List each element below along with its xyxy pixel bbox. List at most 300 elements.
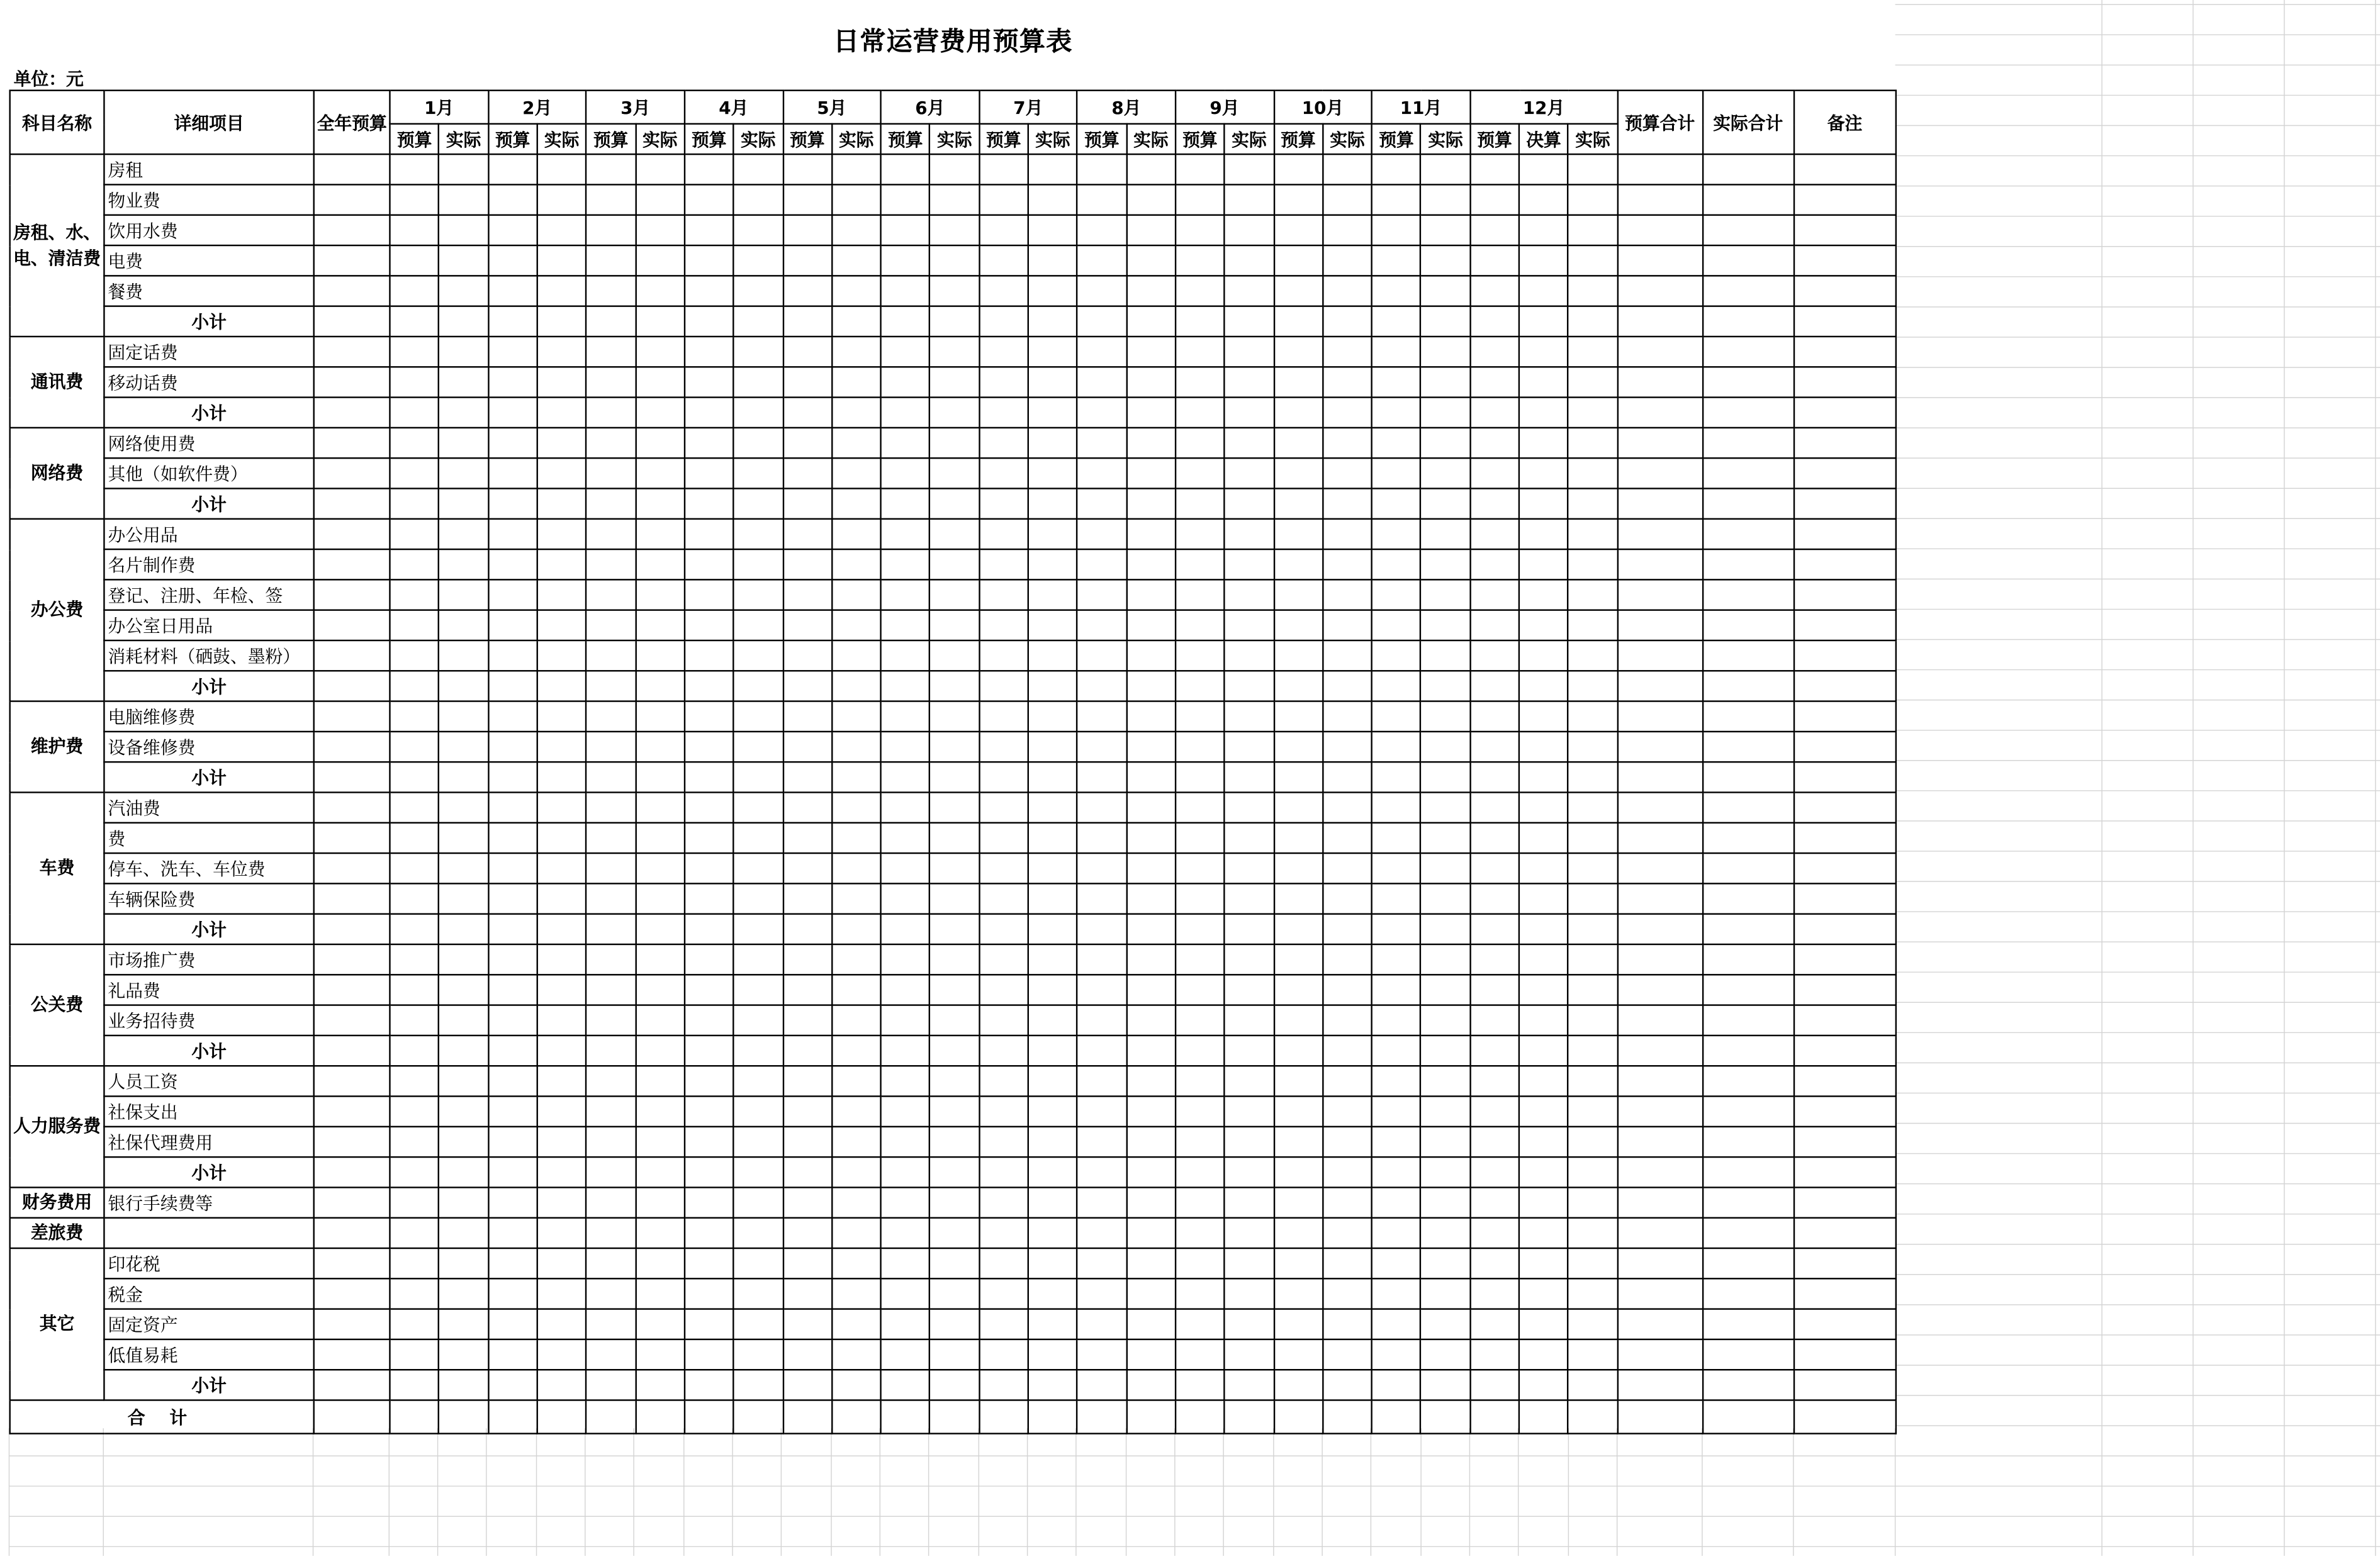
data-cell[interactable] <box>1519 1248 1568 1278</box>
data-cell[interactable] <box>832 762 881 792</box>
data-cell[interactable] <box>930 337 979 367</box>
data-cell[interactable] <box>1568 1127 1617 1157</box>
data-cell[interactable] <box>1568 792 1617 822</box>
data-cell[interactable] <box>439 914 488 944</box>
data-cell[interactable] <box>1519 914 1568 944</box>
data-cell[interactable] <box>881 245 930 276</box>
data-cell[interactable] <box>537 762 587 792</box>
data-cell[interactable] <box>685 944 734 975</box>
data-cell[interactable] <box>1323 762 1372 792</box>
data-cell[interactable] <box>930 154 979 184</box>
data-cell[interactable] <box>685 1127 734 1157</box>
data-cell[interactable] <box>881 1036 930 1066</box>
data-cell[interactable] <box>587 579 636 610</box>
data-cell[interactable] <box>1702 975 1793 1005</box>
data-cell[interactable] <box>1372 337 1421 367</box>
data-cell[interactable] <box>1126 1248 1176 1278</box>
data-cell[interactable] <box>1323 1005 1372 1036</box>
data-cell[interactable] <box>1372 823 1421 853</box>
data-cell[interactable] <box>390 1248 439 1278</box>
data-cell[interactable] <box>930 853 979 883</box>
data-cell[interactable] <box>1793 1370 1896 1400</box>
data-cell[interactable] <box>1617 1066 1702 1096</box>
data-cell[interactable] <box>314 1400 390 1434</box>
data-cell[interactable] <box>1470 1218 1519 1248</box>
data-cell[interactable] <box>587 823 636 853</box>
data-cell[interactable] <box>488 215 537 245</box>
data-cell[interactable] <box>1323 914 1372 944</box>
data-cell[interactable] <box>734 579 783 610</box>
data-cell[interactable] <box>1470 1127 1519 1157</box>
data-cell[interactable] <box>1176 184 1225 215</box>
data-cell[interactable] <box>390 1066 439 1096</box>
data-cell[interactable] <box>1702 671 1793 701</box>
data-cell[interactable] <box>314 1218 390 1248</box>
data-cell[interactable] <box>734 276 783 306</box>
data-cell[interactable] <box>1793 184 1896 215</box>
data-cell[interactable] <box>930 1036 979 1066</box>
data-cell[interactable] <box>1470 519 1519 549</box>
data-cell[interactable] <box>881 1309 930 1339</box>
data-cell[interactable] <box>930 398 979 428</box>
data-cell[interactable] <box>1617 1248 1702 1278</box>
data-cell[interactable] <box>587 1309 636 1339</box>
data-cell[interactable] <box>390 1036 439 1066</box>
data-cell[interactable] <box>636 792 685 822</box>
data-cell[interactable] <box>439 1278 488 1309</box>
data-cell[interactable] <box>1225 337 1274 367</box>
data-cell[interactable] <box>439 154 488 184</box>
data-cell[interactable] <box>685 1157 734 1187</box>
data-cell[interactable] <box>439 306 488 337</box>
data-cell[interactable] <box>979 853 1028 883</box>
data-cell[interactable] <box>587 732 636 762</box>
data-cell[interactable] <box>1617 610 1702 640</box>
data-cell[interactable] <box>1617 276 1702 306</box>
data-cell[interactable] <box>636 488 685 518</box>
data-cell[interactable] <box>1028 337 1077 367</box>
data-cell[interactable] <box>1702 488 1793 518</box>
data-cell[interactable] <box>734 154 783 184</box>
data-cell[interactable] <box>734 762 783 792</box>
data-cell[interactable] <box>930 519 979 549</box>
data-cell[interactable] <box>685 1309 734 1339</box>
data-cell[interactable] <box>881 1248 930 1278</box>
data-cell[interactable] <box>685 367 734 397</box>
data-cell[interactable] <box>783 944 832 975</box>
data-cell[interactable] <box>1793 276 1896 306</box>
data-cell[interactable] <box>930 914 979 944</box>
data-cell[interactable] <box>439 792 488 822</box>
data-cell[interactable] <box>1176 1005 1225 1036</box>
data-cell[interactable] <box>1126 1096 1176 1126</box>
data-cell[interactable] <box>636 883 685 914</box>
data-cell[interactable] <box>1274 944 1323 975</box>
data-cell[interactable] <box>1323 1187 1372 1217</box>
data-cell[interactable] <box>930 215 979 245</box>
data-cell[interactable] <box>832 732 881 762</box>
data-cell[interactable] <box>1077 823 1126 853</box>
data-cell[interactable] <box>930 671 979 701</box>
data-cell[interactable] <box>1225 428 1274 458</box>
data-cell[interactable] <box>1176 762 1225 792</box>
data-cell[interactable] <box>930 549 979 579</box>
data-cell[interactable] <box>1617 1005 1702 1036</box>
data-cell[interactable] <box>587 1370 636 1400</box>
data-cell[interactable] <box>832 306 881 337</box>
data-cell[interactable] <box>1568 1036 1617 1066</box>
data-cell[interactable] <box>537 245 587 276</box>
data-cell[interactable] <box>1028 1370 1077 1400</box>
data-cell[interactable] <box>1176 914 1225 944</box>
data-cell[interactable] <box>1176 1157 1225 1187</box>
data-cell[interactable] <box>881 306 930 337</box>
data-cell[interactable] <box>1421 1339 1470 1370</box>
data-cell[interactable] <box>979 823 1028 853</box>
data-cell[interactable] <box>881 1005 930 1036</box>
data-cell[interactable] <box>439 975 488 1005</box>
data-cell[interactable] <box>1176 792 1225 822</box>
data-cell[interactable] <box>314 1036 390 1066</box>
data-cell[interactable] <box>488 914 537 944</box>
data-cell[interactable] <box>1126 1218 1176 1248</box>
data-cell[interactable] <box>1028 671 1077 701</box>
data-cell[interactable] <box>1323 1066 1372 1096</box>
data-cell[interactable] <box>1274 458 1323 488</box>
data-cell[interactable] <box>1028 1309 1077 1339</box>
data-cell[interactable] <box>1274 1127 1323 1157</box>
data-cell[interactable] <box>1274 610 1323 640</box>
data-cell[interactable] <box>1323 1127 1372 1157</box>
data-cell[interactable] <box>1470 1309 1519 1339</box>
data-cell[interactable] <box>439 610 488 640</box>
data-cell[interactable] <box>930 1096 979 1126</box>
data-cell[interactable] <box>1077 488 1126 518</box>
data-cell[interactable] <box>1568 975 1617 1005</box>
data-cell[interactable] <box>832 1187 881 1217</box>
data-cell[interactable] <box>537 1066 587 1096</box>
data-cell[interactable] <box>636 519 685 549</box>
data-cell[interactable] <box>1372 398 1421 428</box>
data-cell[interactable] <box>488 1248 537 1278</box>
data-cell[interactable] <box>1126 1339 1176 1370</box>
data-cell[interactable] <box>783 549 832 579</box>
data-cell[interactable] <box>1274 762 1323 792</box>
data-cell[interactable] <box>930 732 979 762</box>
data-cell[interactable] <box>1421 1187 1470 1217</box>
data-cell[interactable] <box>979 184 1028 215</box>
data-cell[interactable] <box>1421 883 1470 914</box>
data-cell[interactable] <box>1225 367 1274 397</box>
data-cell[interactable] <box>587 245 636 276</box>
data-cell[interactable] <box>537 792 587 822</box>
data-cell[interactable] <box>1793 1036 1896 1066</box>
data-cell[interactable] <box>1028 640 1077 671</box>
data-cell[interactable] <box>1793 732 1896 762</box>
data-cell[interactable] <box>1519 610 1568 640</box>
data-cell[interactable] <box>1617 732 1702 762</box>
data-cell[interactable] <box>930 428 979 458</box>
data-cell[interactable] <box>1702 519 1793 549</box>
data-cell[interactable] <box>1470 1339 1519 1370</box>
data-cell[interactable] <box>1176 367 1225 397</box>
data-cell[interactable] <box>1470 610 1519 640</box>
data-cell[interactable] <box>1126 732 1176 762</box>
data-cell[interactable] <box>783 276 832 306</box>
data-cell[interactable] <box>1372 1370 1421 1400</box>
data-cell[interactable] <box>930 367 979 397</box>
data-cell[interactable] <box>1126 853 1176 883</box>
data-cell[interactable] <box>1702 1278 1793 1309</box>
data-cell[interactable] <box>587 762 636 792</box>
data-cell[interactable] <box>930 1066 979 1096</box>
data-cell[interactable] <box>1274 1157 1323 1187</box>
data-cell[interactable] <box>390 428 439 458</box>
data-cell[interactable] <box>1126 610 1176 640</box>
data-cell[interactable] <box>1176 944 1225 975</box>
data-cell[interactable] <box>1372 306 1421 337</box>
data-cell[interactable] <box>930 1370 979 1400</box>
data-cell[interactable] <box>636 428 685 458</box>
data-cell[interactable] <box>636 671 685 701</box>
data-cell[interactable] <box>1077 1096 1126 1126</box>
data-cell[interactable] <box>1225 823 1274 853</box>
detail-item-cell[interactable]: 办公室日用品 <box>104 610 313 640</box>
data-cell[interactable] <box>979 458 1028 488</box>
data-cell[interactable] <box>1372 1096 1421 1126</box>
data-cell[interactable] <box>537 640 587 671</box>
data-cell[interactable] <box>881 671 930 701</box>
data-cell[interactable] <box>1126 1066 1176 1096</box>
data-cell[interactable] <box>587 519 636 549</box>
data-cell[interactable] <box>1028 975 1077 1005</box>
data-cell[interactable] <box>979 398 1028 428</box>
data-cell[interactable] <box>1323 154 1372 184</box>
data-cell[interactable] <box>537 154 587 184</box>
data-cell[interactable] <box>488 184 537 215</box>
data-cell[interactable] <box>1323 337 1372 367</box>
data-cell[interactable] <box>930 458 979 488</box>
data-cell[interactable] <box>1028 579 1077 610</box>
data-cell[interactable] <box>783 853 832 883</box>
data-cell[interactable] <box>1519 1370 1568 1400</box>
data-cell[interactable] <box>314 610 390 640</box>
data-cell[interactable] <box>1323 1370 1372 1400</box>
data-cell[interactable] <box>1568 367 1617 397</box>
data-cell[interactable] <box>1176 398 1225 428</box>
data-cell[interactable] <box>881 549 930 579</box>
data-cell[interactable] <box>1568 701 1617 732</box>
data-cell[interactable] <box>1028 276 1077 306</box>
data-cell[interactable] <box>1028 792 1077 822</box>
data-cell[interactable] <box>1225 276 1274 306</box>
data-cell[interactable] <box>1077 1127 1126 1157</box>
data-cell[interactable] <box>1323 184 1372 215</box>
data-cell[interactable] <box>979 1096 1028 1126</box>
data-cell[interactable] <box>1126 276 1176 306</box>
data-cell[interactable] <box>1617 883 1702 914</box>
data-cell[interactable] <box>1519 1339 1568 1370</box>
data-cell[interactable] <box>1028 762 1077 792</box>
data-cell[interactable] <box>1793 1157 1896 1187</box>
data-cell[interactable] <box>783 579 832 610</box>
data-cell[interactable] <box>1617 1339 1702 1370</box>
data-cell[interactable] <box>881 579 930 610</box>
data-cell[interactable] <box>1421 519 1470 549</box>
data-cell[interactable] <box>1470 458 1519 488</box>
data-cell[interactable] <box>1617 1157 1702 1187</box>
data-cell[interactable] <box>1126 1005 1176 1036</box>
data-cell[interactable] <box>1793 458 1896 488</box>
data-cell[interactable] <box>1372 215 1421 245</box>
data-cell[interactable] <box>1126 458 1176 488</box>
data-cell[interactable] <box>488 701 537 732</box>
data-cell[interactable] <box>1028 1066 1077 1096</box>
data-cell[interactable] <box>587 1005 636 1036</box>
detail-item-cell[interactable]: 办公用品 <box>104 519 313 549</box>
data-cell[interactable] <box>1077 215 1126 245</box>
data-cell[interactable] <box>783 1005 832 1036</box>
data-cell[interactable] <box>685 1036 734 1066</box>
data-cell[interactable] <box>1225 154 1274 184</box>
data-cell[interactable] <box>1176 1127 1225 1157</box>
detail-item-cell[interactable]: 其他（如软件费） <box>104 458 313 488</box>
data-cell[interactable] <box>1077 1218 1126 1248</box>
data-cell[interactable] <box>636 1187 685 1217</box>
data-cell[interactable] <box>1793 549 1896 579</box>
data-cell[interactable] <box>1421 762 1470 792</box>
data-cell[interactable] <box>537 519 587 549</box>
data-cell[interactable] <box>1225 732 1274 762</box>
data-cell[interactable] <box>832 245 881 276</box>
data-cell[interactable] <box>1617 1309 1702 1339</box>
detail-item-cell[interactable]: 印花税 <box>104 1248 313 1278</box>
data-cell[interactable] <box>587 306 636 337</box>
data-cell[interactable] <box>1126 1278 1176 1309</box>
data-cell[interactable] <box>1568 1005 1617 1036</box>
data-cell[interactable] <box>1323 944 1372 975</box>
data-cell[interactable] <box>734 337 783 367</box>
data-cell[interactable] <box>832 1036 881 1066</box>
data-cell[interactable] <box>1126 519 1176 549</box>
data-cell[interactable] <box>1568 1370 1617 1400</box>
data-cell[interactable] <box>1126 883 1176 914</box>
data-cell[interactable] <box>537 1036 587 1066</box>
data-cell[interactable] <box>1372 1127 1421 1157</box>
data-cell[interactable] <box>587 671 636 701</box>
data-cell[interactable] <box>1421 1036 1470 1066</box>
data-cell[interactable] <box>1225 1005 1274 1036</box>
data-cell[interactable] <box>1568 914 1617 944</box>
data-cell[interactable] <box>1702 549 1793 579</box>
data-cell[interactable] <box>439 1370 488 1400</box>
data-cell[interactable] <box>636 914 685 944</box>
data-cell[interactable] <box>881 184 930 215</box>
data-cell[interactable] <box>1793 1005 1896 1036</box>
data-cell[interactable] <box>390 914 439 944</box>
data-cell[interactable] <box>1702 640 1793 671</box>
detail-item-cell[interactable]: 社保代理费用 <box>104 1127 313 1157</box>
data-cell[interactable] <box>1176 610 1225 640</box>
data-cell[interactable] <box>390 519 439 549</box>
data-cell[interactable] <box>1793 914 1896 944</box>
detail-item-cell[interactable]: 饮用水费 <box>104 215 313 245</box>
data-cell[interactable] <box>1028 428 1077 458</box>
data-cell[interactable] <box>488 579 537 610</box>
data-cell[interactable] <box>1568 215 1617 245</box>
data-cell[interactable] <box>930 823 979 853</box>
data-cell[interactable] <box>439 1127 488 1157</box>
data-cell[interactable] <box>1028 154 1077 184</box>
data-cell[interactable] <box>390 367 439 397</box>
data-cell[interactable] <box>636 1278 685 1309</box>
data-cell[interactable] <box>979 337 1028 367</box>
data-cell[interactable] <box>1702 1187 1793 1217</box>
data-cell[interactable] <box>1617 1218 1702 1248</box>
data-cell[interactable] <box>390 1218 439 1248</box>
data-cell[interactable] <box>1323 1339 1372 1370</box>
data-cell[interactable] <box>881 610 930 640</box>
data-cell[interactable] <box>1421 1127 1470 1157</box>
data-cell[interactable] <box>1519 701 1568 732</box>
data-cell[interactable] <box>314 215 390 245</box>
data-cell[interactable] <box>1470 428 1519 458</box>
data-cell[interactable] <box>881 488 930 518</box>
data-cell[interactable] <box>1077 732 1126 762</box>
data-cell[interactable] <box>1421 1248 1470 1278</box>
data-cell[interactable] <box>881 792 930 822</box>
data-cell[interactable] <box>439 1066 488 1096</box>
data-cell[interactable] <box>685 215 734 245</box>
data-cell[interactable] <box>1519 276 1568 306</box>
data-cell[interactable] <box>930 1005 979 1036</box>
data-cell[interactable] <box>1028 306 1077 337</box>
data-cell[interactable] <box>1568 883 1617 914</box>
data-cell[interactable] <box>1126 367 1176 397</box>
data-cell[interactable] <box>636 1127 685 1157</box>
data-cell[interactable] <box>488 306 537 337</box>
data-cell[interactable] <box>1470 1187 1519 1217</box>
data-cell[interactable] <box>1077 306 1126 337</box>
data-cell[interactable] <box>734 914 783 944</box>
data-cell[interactable] <box>734 184 783 215</box>
data-cell[interactable] <box>1519 154 1568 184</box>
data-cell[interactable] <box>488 1187 537 1217</box>
data-cell[interactable] <box>314 883 390 914</box>
data-cell[interactable] <box>1176 458 1225 488</box>
data-cell[interactable] <box>1077 1339 1126 1370</box>
data-cell[interactable] <box>636 853 685 883</box>
data-cell[interactable] <box>636 367 685 397</box>
data-cell[interactable] <box>1470 1370 1519 1400</box>
data-cell[interactable] <box>979 701 1028 732</box>
data-cell[interactable] <box>1077 579 1126 610</box>
data-cell[interactable] <box>1421 1370 1470 1400</box>
data-cell[interactable] <box>1702 914 1793 944</box>
data-cell[interactable] <box>1793 1339 1896 1370</box>
data-cell[interactable] <box>979 306 1028 337</box>
data-cell[interactable] <box>1568 944 1617 975</box>
data-cell[interactable] <box>537 944 587 975</box>
data-cell[interactable] <box>832 1066 881 1096</box>
data-cell[interactable] <box>1793 1248 1896 1278</box>
data-cell[interactable] <box>1274 671 1323 701</box>
data-cell[interactable] <box>1225 215 1274 245</box>
data-cell[interactable] <box>1617 1187 1702 1217</box>
data-cell[interactable] <box>636 1066 685 1096</box>
data-cell[interactable] <box>1617 428 1702 458</box>
data-cell[interactable] <box>636 1218 685 1248</box>
